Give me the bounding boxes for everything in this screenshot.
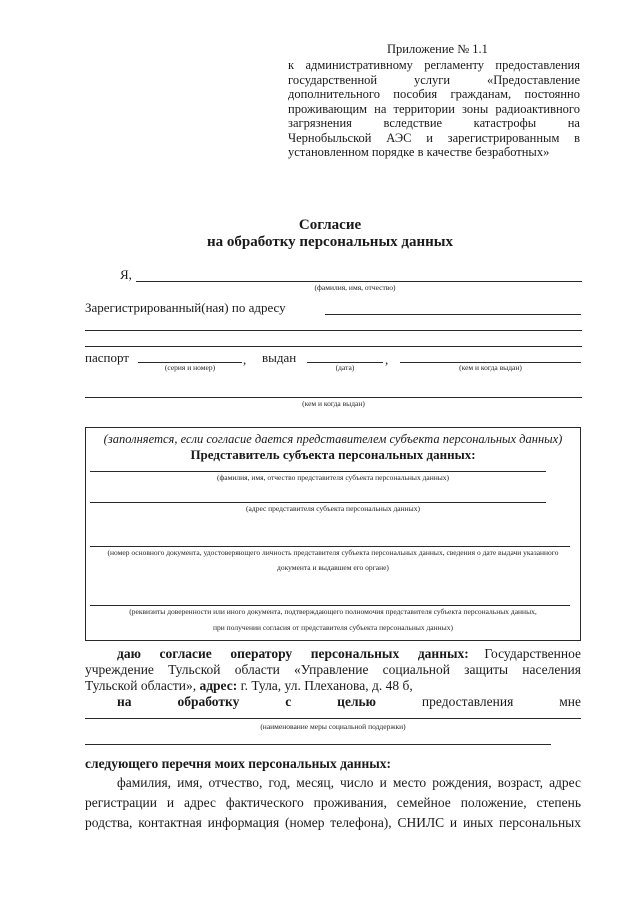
rep-fio-field[interactable] (90, 471, 546, 472)
document-subtitle: на обработку персональных данных (207, 234, 453, 250)
purpose-word: целью (337, 694, 376, 709)
date-caption: (дата) (335, 363, 355, 372)
consent-addr-label: адрес: (199, 678, 238, 693)
purpose-word: с (285, 694, 292, 709)
annex-line: Чернобыльской АЭС и зарегистрированным в (288, 130, 580, 145)
comma: , (243, 352, 247, 367)
consent-line-1 (117, 646, 581, 662)
rep-proxy-field[interactable] (90, 605, 570, 606)
annex-line: дополнительного пособия гражданам, постоянно (288, 87, 580, 101)
list-line: фамилия, имя, отчество, год, месяц, число и место рождения, возраст, адрес (117, 775, 581, 790)
representative-note: (заполняется, если согласие дается представителем субъекта персональных данных) (103, 432, 563, 446)
list-heading: следующего перечня моих персональных данных: (85, 756, 392, 771)
document-title: Согласие (298, 217, 362, 233)
consent-line-3 (85, 678, 413, 694)
annex-text (288, 58, 580, 160)
annex-line: загрязнения вследствие катастрофы на (288, 116, 580, 130)
list-line: регистрации и адрес фактического проживания, семейное положение, степень (85, 795, 581, 810)
measure-field-2[interactable] (85, 744, 551, 745)
purpose-line (117, 694, 581, 710)
rep-address-caption: (адрес представителя субъекта персональных данных) (246, 504, 420, 513)
representative-heading: Представитель субъекта персональных данных: (190, 447, 476, 462)
issued-label: выдан (262, 350, 297, 365)
issuer-field-2[interactable] (85, 397, 582, 398)
address-label: Зарегистрированный(ная) по адресу (85, 300, 286, 315)
purpose-word: предоставления (421, 694, 514, 709)
consent-bold: даю согласие оператору персональных данных: (117, 646, 469, 661)
i-label: Я, (120, 267, 132, 282)
passport-label: паспорт (85, 350, 129, 365)
annex-line: установленном порядке в качестве безработных» (288, 145, 550, 159)
issuer-caption-2: (кем и когда выдан) (302, 399, 365, 408)
annex-line: проживающим на территории зоны радиоактивного (288, 101, 580, 116)
consent-line-2: учреждение Тульской области «Управление социальной защиты населения (85, 662, 581, 677)
fio-caption: (фамилия, имя, отчество) (314, 283, 396, 292)
measure-caption: (наименование меры социальной поддержки) (260, 722, 406, 731)
annex-line: к административному регламенту предоставления (288, 58, 580, 72)
list-line: родства, контактная информация (номер телефона), СНИЛС и иных персональных (85, 815, 581, 830)
series-caption: (серия и номер) (164, 363, 216, 372)
measure-field[interactable] (85, 718, 581, 719)
consent-addr-prefix: Тульской области», (85, 678, 200, 693)
issuer-caption: (кем и когда выдан) (459, 363, 522, 372)
rep-proxy-caption: (реквизиты доверенности или иного документа, подтверждающего полномочия представителя субъекта персональных данных, (129, 607, 537, 616)
annex-line: государственной услуги «Предоставление (288, 72, 580, 87)
rep-doc-caption: документа и выдавшем его органе) (277, 563, 389, 572)
rep-fio-caption: (фамилия, имя, отчество представителя субъекта персональных данных) (216, 473, 450, 482)
consent-addr-value: г. Тула, ул. Плеханова, д. 48 б, (237, 678, 413, 693)
comma: , (385, 352, 389, 367)
address-field-1[interactable] (325, 314, 581, 315)
rep-proxy-caption: при получении согласия от представителя субъекта персональных данных) (213, 623, 453, 632)
address-field-2[interactable] (85, 330, 582, 331)
rep-address-field[interactable] (90, 502, 546, 503)
rep-doc-field[interactable] (90, 546, 570, 547)
rep-doc-caption: (номер основного документа, удостоверяющего личность представителя субъекта персональных данных, сведения о дате выдачи указанного (107, 548, 559, 557)
purpose-word: мне (559, 694, 581, 709)
annex-number: Приложение № 1.1 (387, 42, 488, 56)
address-field-3[interactable] (85, 346, 582, 347)
purpose-word: на (117, 694, 132, 709)
fio-field[interactable] (136, 281, 582, 282)
purpose-word: обработку (177, 694, 240, 709)
consent-org-start: Государственное (468, 646, 581, 661)
